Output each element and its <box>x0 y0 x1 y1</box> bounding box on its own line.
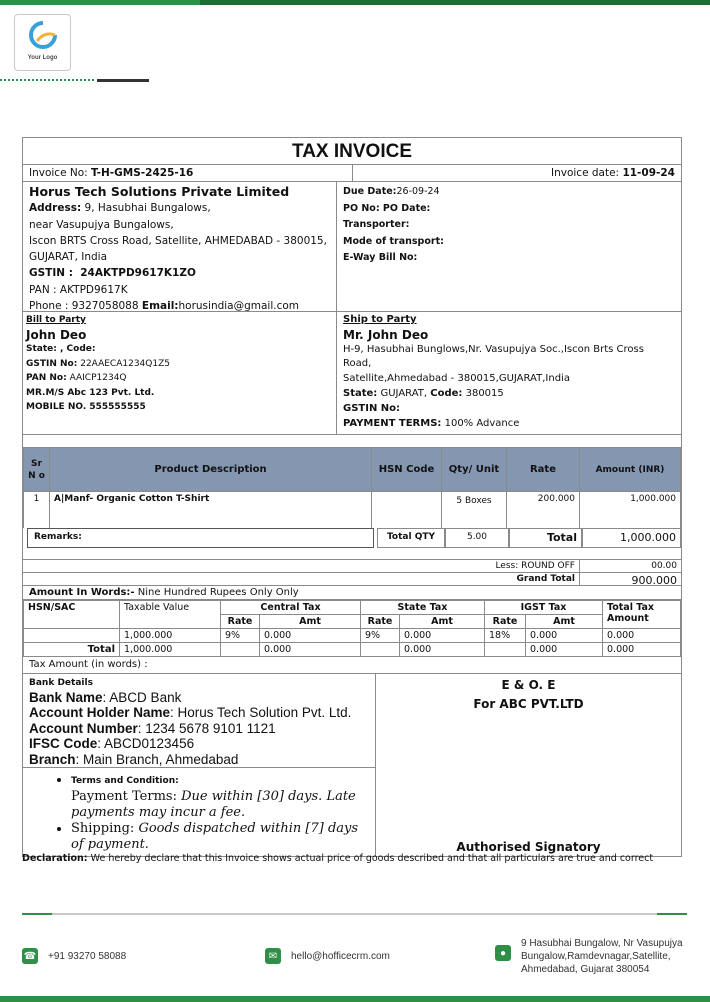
seller-section <box>23 182 681 312</box>
items-table <box>23 447 681 528</box>
mode-of-transport: Mode of transport: <box>343 235 444 247</box>
term-payment-text: Due within [30] days. Late payments may incur a fee. <box>71 788 356 820</box>
invoice-sheet <box>22 137 682 857</box>
footer-address <box>495 937 695 976</box>
tax-total-row <box>24 642 681 656</box>
total-label: Total <box>509 528 582 548</box>
transporter: Transporter: <box>343 219 410 230</box>
seller-address-line4: GUJARAT, India <box>29 251 108 264</box>
footer-rule-left <box>22 913 52 915</box>
due-date-label: Due Date: <box>343 186 397 197</box>
empty-cell <box>361 642 400 656</box>
empty-cell <box>221 642 260 656</box>
address-label: Address: <box>29 202 82 215</box>
ship-to-party <box>336 312 681 434</box>
ship-address-line1: H-9, Hasubhai Bunglows,Nr. Vasupujya Soc.,Iscon Brts Cross Road, <box>343 343 644 370</box>
bill-mobile: MOBILE NO. 555555555 <box>26 402 146 412</box>
total-igst-amt: 0.000 <box>526 642 603 656</box>
seller-phone: Phone : 9327058088 <box>29 300 139 313</box>
ship-heading: Ship to Party <box>343 314 417 325</box>
logo-text: Your Logo <box>27 55 58 61</box>
remarks-box: Remarks: <box>27 528 374 548</box>
bank-and-terms <box>23 674 376 856</box>
bill-pan <box>26 371 333 386</box>
seller-address-line1 <box>29 200 330 216</box>
party-section <box>23 312 681 435</box>
company-logo <box>14 14 71 71</box>
item-qty: 5 Boxes <box>442 492 507 528</box>
col-qty: Qty/ Unit <box>442 448 507 492</box>
invoice-meta <box>336 182 681 311</box>
term-shipping-label: Shipping: <box>71 820 135 836</box>
tax-col-state: State Tax <box>361 600 485 614</box>
invoice-date-label: Invoice date: <box>551 167 620 179</box>
footer-rule-right <box>657 913 687 915</box>
total-state-amt: 0.000 <box>400 642 485 656</box>
holder-value: : Horus Tech Solution Pvt. Ltd. <box>170 705 352 720</box>
tax-col-igst: IGST Tax <box>485 600 603 614</box>
grand-total-label: Grand Total <box>516 573 575 584</box>
total-taxable: 1,000.000 <box>120 642 221 656</box>
branch-label: Branch <box>29 751 76 767</box>
ship-gstin: GSTIN No: <box>343 402 401 414</box>
round-off-row <box>23 560 681 573</box>
account-holder <box>29 705 369 721</box>
email-label: Email: <box>141 300 179 313</box>
branch-value: : Main Branch, Ahmedabad <box>75 751 239 767</box>
col-hsn: HSN Code <box>372 448 442 492</box>
total-tax-amt: 0.000 <box>603 642 681 656</box>
seller-pan: PAN : AKTPD9617K <box>29 283 128 296</box>
item-hsn <box>372 492 442 528</box>
round-off-value: 00.00 <box>579 560 681 572</box>
central-amt: 0.000 <box>260 628 361 642</box>
bank-details <box>23 674 375 768</box>
footer-phone-text: +91 93270 58088 <box>48 950 127 962</box>
po-number: PO No: PO Date: <box>343 202 431 214</box>
footer-rule <box>52 913 657 915</box>
declaration <box>22 853 692 864</box>
seller-details <box>23 182 336 311</box>
footer-email-text: hello@hofficecrm.com <box>291 950 390 962</box>
tax-total: 0.000 <box>603 628 681 642</box>
seller-address-line2: near Vasupujya Bungalows, <box>29 218 174 231</box>
mail-icon: ✉ <box>265 948 281 964</box>
footer-address-text: 9 Hasubhai Bungalow, Nr Vasupujya Bungalow,Ramdevnagar,Satellite, Ahmedabad, Gujarat 380054 <box>521 938 683 975</box>
items-header-row <box>24 448 681 492</box>
invoice-number-value: T-H-GMS-2425-16 <box>91 167 194 179</box>
bottom-accent-bar <box>0 996 710 1002</box>
due-date <box>343 184 675 201</box>
branch <box>29 752 369 768</box>
invoice-number-row <box>23 165 681 182</box>
invoice-number-label: Invoice No: <box>29 167 88 179</box>
igst-amt-header: Amt <box>526 614 603 628</box>
location-pin-icon: ● <box>495 945 511 961</box>
empty-cell <box>485 642 526 656</box>
spacer <box>23 548 681 559</box>
seller-gstin <box>29 265 330 281</box>
top-accent-bar-dark <box>200 0 710 5</box>
tax-col-taxable: Taxable Value <box>120 600 221 628</box>
seller-address-line3: Iscon BRTS Cross Road, Satellite, AHMEDABAD - 380015, <box>29 234 327 247</box>
item-rate: 200.000 <box>507 492 580 528</box>
bill-pan-value: AAICP1234Q <box>69 373 127 383</box>
tax-col-total: Total Tax Amount <box>603 600 681 628</box>
bill-company: MR.M/S Abc 123 Pvt. Ltd. <box>26 387 155 398</box>
gstin-label: GSTIN : <box>29 267 73 280</box>
invoice-date-value: 11-09-24 <box>622 167 675 179</box>
total-qty-value: 5.00 <box>445 528 509 548</box>
state-amt-header: Amt <box>400 614 485 628</box>
signature-block <box>376 674 681 856</box>
state-rate-header: Rate <box>361 614 400 628</box>
tax-total-label: Total <box>24 642 120 656</box>
grand-total-row <box>23 573 681 586</box>
tax-amount-in-words: Tax Amount (in words) : <box>23 657 681 674</box>
ship-code-value: 380015 <box>465 387 504 399</box>
payment-terms <box>343 417 675 432</box>
bill-gstin-value: 22AAECA1234Q1Z5 <box>80 358 170 369</box>
amount-words-label: Amount In Words:- <box>29 586 135 598</box>
bill-gstin <box>26 357 333 372</box>
tax-taxable: 1,000.000 <box>120 628 221 642</box>
total-central-amt: 0.000 <box>260 642 361 656</box>
sign-company: For ABC PVT.LTD <box>473 696 584 711</box>
tax-header-row <box>24 600 681 614</box>
col-rate: Rate <box>507 448 580 492</box>
authorised-signatory: Authorised Signatory <box>456 839 601 854</box>
terms-heading: Terms and Condition: <box>71 775 179 786</box>
bill-to-party <box>23 312 336 434</box>
ifsc-code <box>29 736 369 752</box>
account-value: : 1234 5678 9101 1121 <box>137 720 276 736</box>
central-rate-header: Rate <box>221 614 260 628</box>
spacer <box>23 435 681 447</box>
ifsc-label: IFSC Code <box>29 736 98 751</box>
summary-block <box>23 559 681 586</box>
col-amount: Amount (INR) <box>580 448 681 492</box>
ship-name: Mr. John Deo <box>343 327 429 342</box>
bill-gstin-label: GSTIN No: <box>26 358 78 369</box>
ifsc-value: : ABCD0123456 <box>97 736 195 751</box>
bill-pan-label: PAN No: <box>26 373 67 383</box>
account-number <box>29 721 369 737</box>
logo-divider-dotted <box>0 79 95 81</box>
igst-amt: 0.000 <box>526 628 603 642</box>
list-item <box>71 821 369 853</box>
bill-state: State: , Code: <box>26 344 96 354</box>
payment-terms-label: PAYMENT TERMS: <box>343 417 442 429</box>
payment-terms-value: 100% Advance <box>444 417 520 429</box>
account-label: Account Number <box>29 720 138 736</box>
footer-section <box>23 674 681 856</box>
eoe-text: E & O. E <box>501 677 556 692</box>
totals-row <box>23 528 681 548</box>
total-qty-label: Total QTY <box>377 528 445 548</box>
col-sr: Sr N o <box>24 448 50 492</box>
invoice-date <box>352 165 682 181</box>
tax-col-hsn: HSN/SAC <box>24 600 120 628</box>
tax-table <box>23 600 681 657</box>
total-value: 1,000.000 <box>582 528 681 548</box>
phone-icon: ☎ <box>22 948 38 964</box>
bank-name <box>29 690 369 706</box>
invoice-title: TAX INVOICE <box>23 138 681 165</box>
ship-state-value: GUJARAT, <box>380 387 428 399</box>
col-description: Product Description <box>50 448 372 492</box>
item-sr: 1 <box>24 492 50 528</box>
bank-name-label: Bank Name <box>29 689 103 705</box>
term-payment-label: Payment Terms: <box>71 788 177 804</box>
footer-phone[interactable] <box>22 948 126 964</box>
central-rate: 9% <box>221 628 260 642</box>
address-value: 9, Hasubhai Bungalows, <box>84 202 211 215</box>
bank-heading: Bank Details <box>29 677 93 688</box>
grand-total-value: 900.000 <box>579 573 681 585</box>
round-off-label: Less: ROUND OFF <box>495 560 575 571</box>
item-description: A|Manf- Organic Cotton T-Shirt <box>50 492 372 528</box>
seller-name: Horus Tech Solutions Private Limited <box>29 184 290 199</box>
tax-col-central: Central Tax <box>221 600 361 614</box>
state-rate: 9% <box>361 628 400 642</box>
item-amount: 1,000.000 <box>580 492 681 528</box>
terms-list <box>23 768 375 853</box>
state-amt: 0.000 <box>400 628 485 642</box>
bill-heading: Bill to Party <box>26 315 86 325</box>
eway-bill: E-Way Bill No: <box>343 252 418 263</box>
amount-words-value: Nine Hundred Rupees Only Only <box>137 586 299 598</box>
declaration-text: We hereby declare that this Invoice shows actual price of goods described and that all particulars are true and correct <box>90 853 654 864</box>
gstin-value: 24AKTPD9617K1ZO <box>80 267 196 280</box>
tax-hsn-cell <box>24 628 120 642</box>
igst-rate: 18% <box>485 628 526 642</box>
ship-state-label: State: <box>343 387 378 399</box>
term-shipping-text: Goods dispatched within [7] days of payment. <box>71 820 359 852</box>
ship-state <box>343 387 675 402</box>
amount-in-words <box>23 586 681 600</box>
logo-mark-icon <box>29 21 57 49</box>
seller-email: horusindia@gmail.com <box>178 300 300 313</box>
table-row <box>24 628 681 642</box>
footer-email[interactable] <box>265 948 390 964</box>
central-amt-header: Amt <box>260 614 361 628</box>
bill-name: John Deo <box>26 327 87 342</box>
table-row <box>24 492 681 528</box>
due-date-value: 26-09-24 <box>396 186 440 197</box>
holder-label: Account Holder Name <box>29 705 171 720</box>
invoice-number <box>23 165 352 181</box>
ship-code-label: Code: <box>430 387 463 399</box>
list-item <box>71 772 369 821</box>
declaration-label: Declaration: <box>22 853 88 864</box>
bank-name-value: : ABCD Bank <box>102 689 182 705</box>
ship-address-line2: Satellite,Ahmedabad - 380015,GUJARAT,India <box>343 373 570 385</box>
igst-rate-header: Rate <box>485 614 526 628</box>
logo-divider-solid <box>97 79 149 82</box>
